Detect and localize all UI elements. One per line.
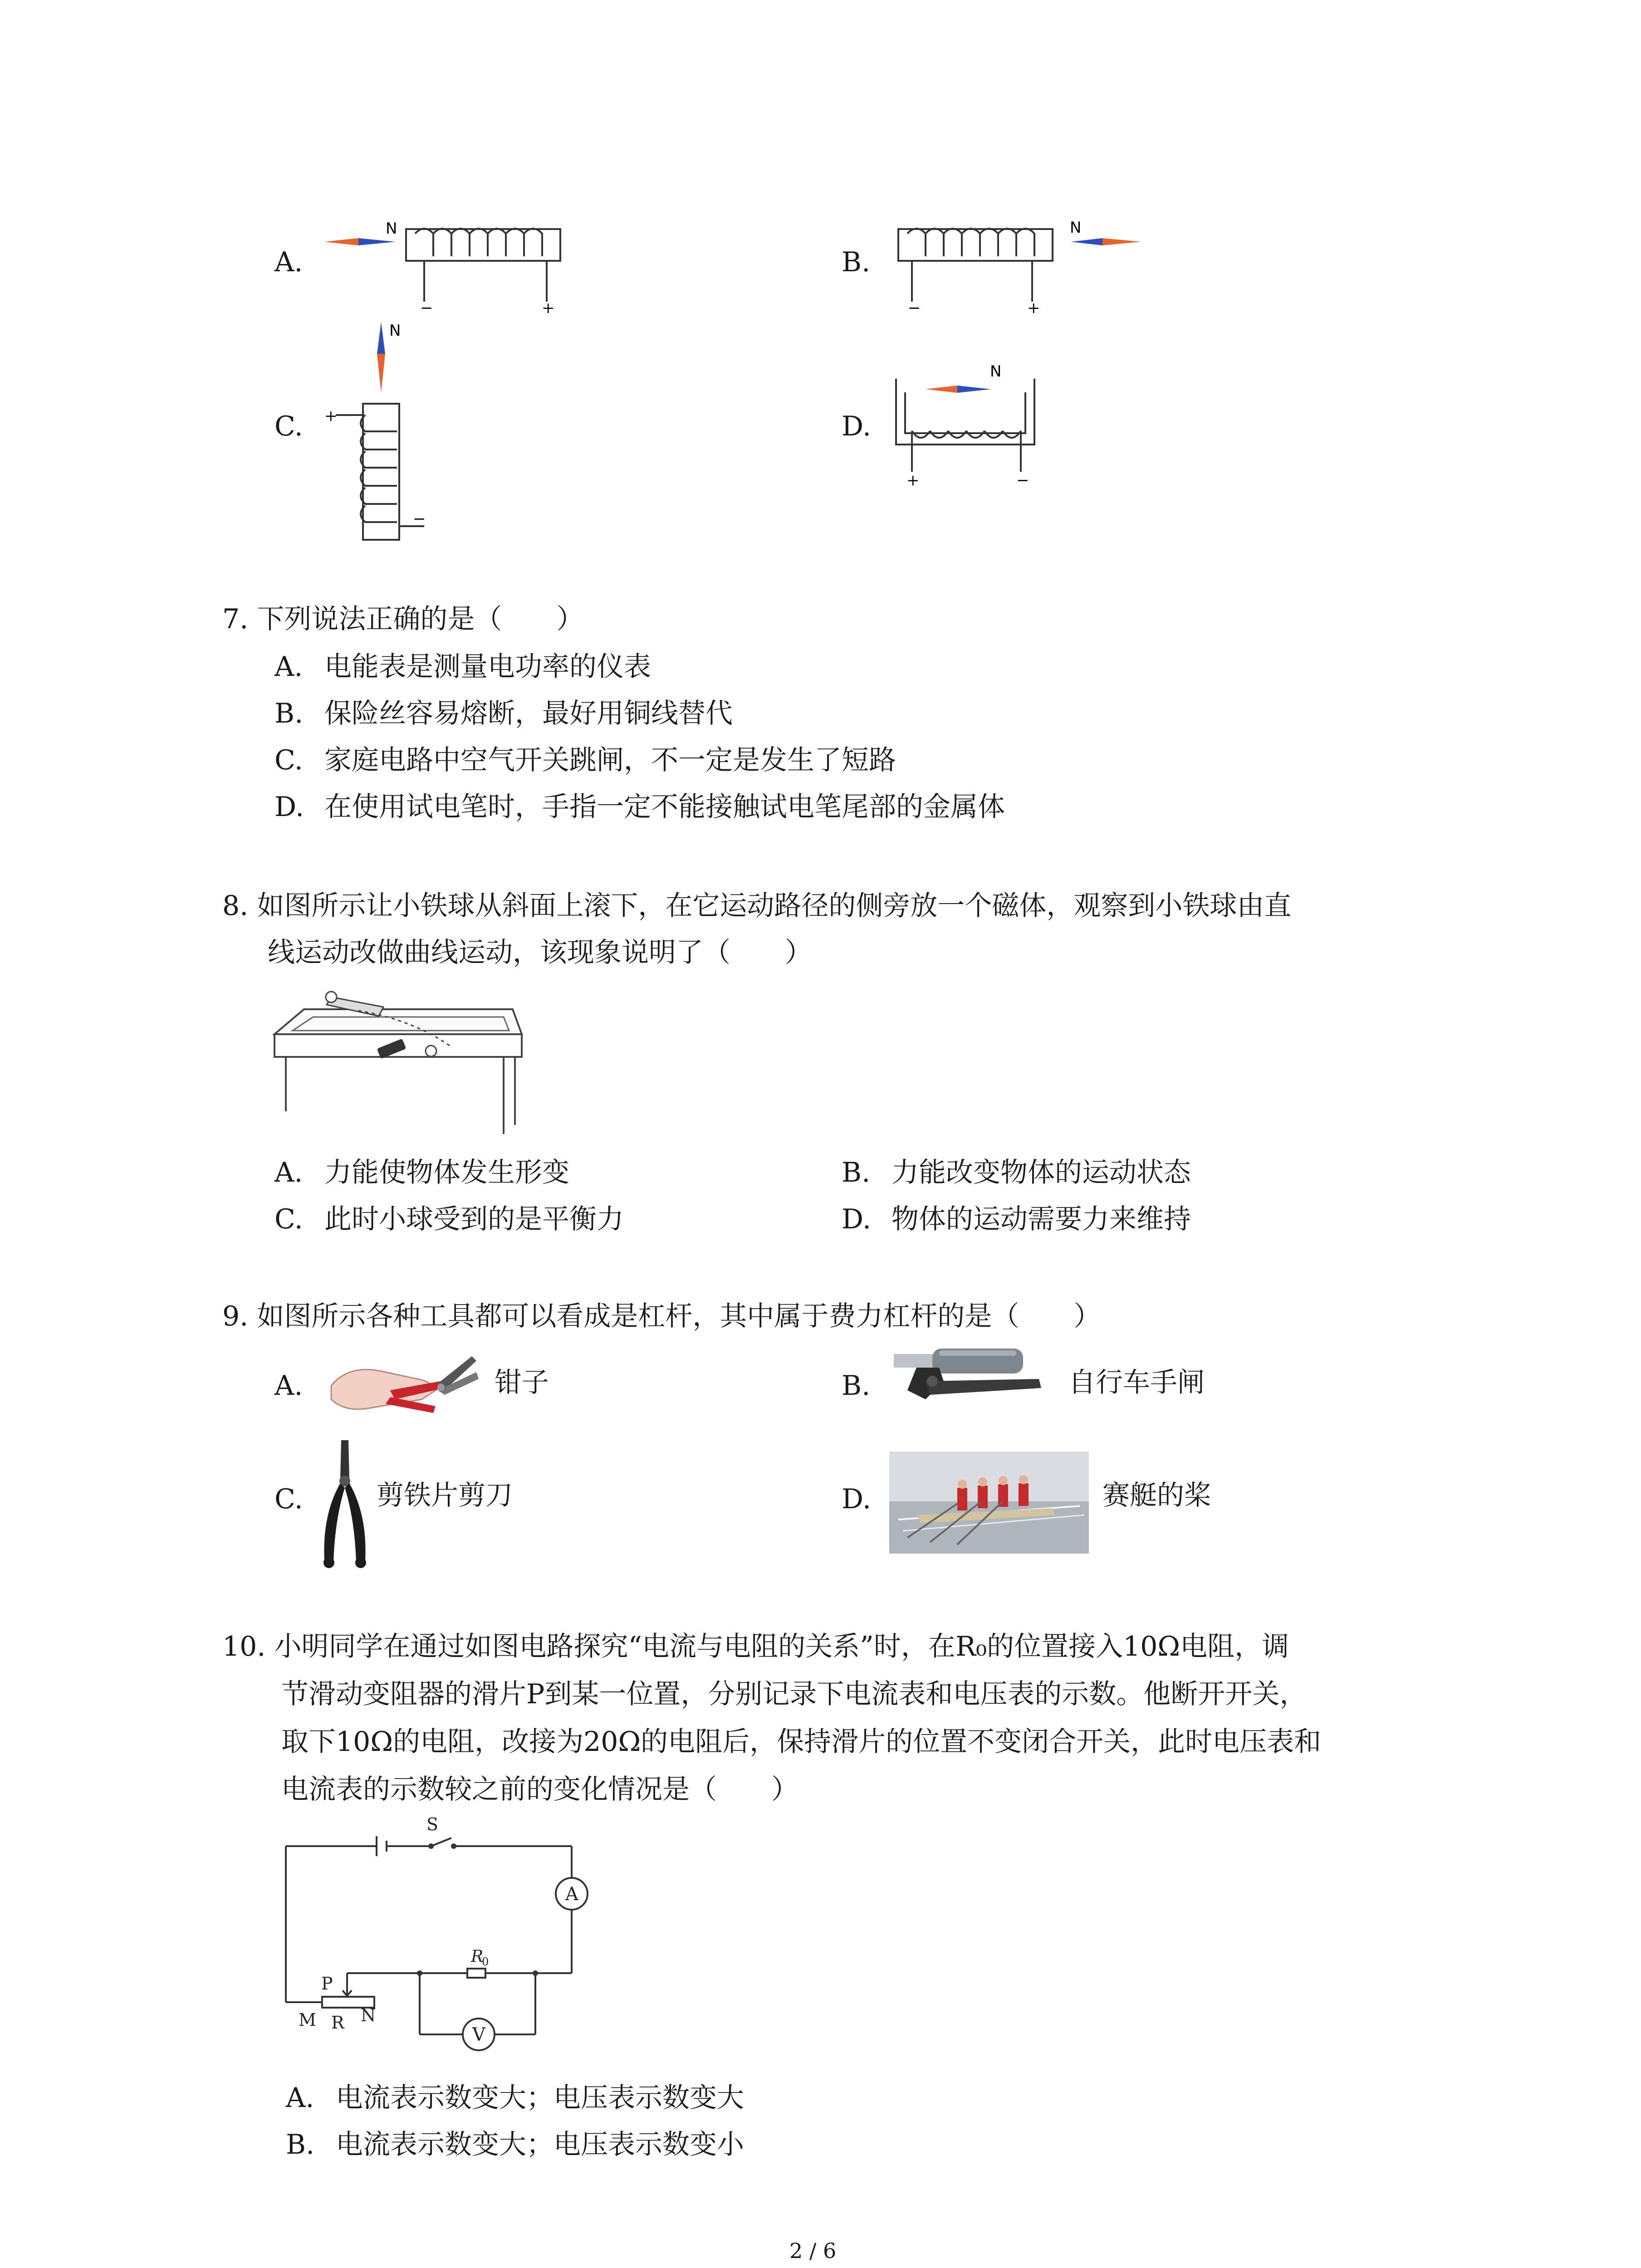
magnet — [377, 1039, 407, 1059]
q7-option-a-text: 电能表是测量电功率的仪表 — [324, 651, 651, 683]
plus-terminal: + — [324, 407, 338, 425]
q10-stem-line4: 电流表的示数较之前的变化情况是（ ） — [281, 1774, 798, 1805]
q9-option-a-letter[interactable]: A. — [274, 1370, 303, 1402]
plus-terminal: + — [1027, 299, 1040, 317]
compass-needle — [926, 386, 991, 393]
q6-figure-d — [885, 358, 1048, 494]
q10-stem-line1: 10. 小明同学在通过如图电路探究“电流与电阻的关系”时，在R₀的位置接入10Ω电阻，调 — [222, 1631, 1289, 1662]
q7-option-d-text: 在使用试电笔时，手指一定不能接触试电笔尾部的金属体 — [324, 791, 1005, 823]
minus-terminal: − — [1016, 471, 1029, 489]
q9-option-c-letter[interactable]: C. — [274, 1483, 303, 1515]
q9-option-a-text: 钳子 — [495, 1367, 549, 1398]
compass-needle — [1071, 238, 1141, 245]
minus-terminal: − — [908, 299, 921, 317]
resistor-r0 — [467, 1969, 485, 1978]
q10-option-b-text: 电流表示数变大；电压表示数变小 — [336, 2129, 744, 2160]
q9-option-c-text: 剪铁片剪刀 — [377, 1480, 513, 1511]
q6-option-b-letter[interactable]: B. — [842, 246, 871, 278]
q7-option-b-letter[interactable]: B. — [274, 698, 304, 729]
pole-label-n: N — [389, 322, 401, 340]
minus-terminal: − — [413, 510, 426, 528]
q8-stem-line2: 线运动改做曲线运动，该现象说明了（ ） — [268, 937, 812, 968]
q6-option-d-letter[interactable]: D. — [842, 411, 872, 442]
q8-option-d-letter[interactable]: D. — [842, 1203, 872, 1235]
q8-option-c-text: 此时小球受到的是平衡力 — [324, 1203, 624, 1235]
q10-stem-line2: 节滑动变阻器的滑片P到某一位置，分别记录下电流表和电压表的示数。他断开开关， — [281, 1678, 1307, 1710]
q10-stem-line3: 取下10Ω的电阻，改接为20Ω的电阻后，保持滑片的位置不变闭合开关，此时电压表和 — [281, 1726, 1322, 1758]
pole-label-n: N — [1070, 219, 1082, 237]
q8-option-b-letter[interactable]: B. — [842, 1157, 871, 1188]
pole-label-n: N — [990, 362, 1002, 381]
q9-option-b-text: 自行车手闸 — [1068, 1367, 1205, 1398]
q6-option-c-letter[interactable]: C. — [274, 411, 303, 442]
q6-figure-b — [889, 215, 1161, 320]
q8-option-d-text: 物体的运动需要力来维持 — [892, 1203, 1191, 1235]
resistor-r0-label: R — [471, 1947, 484, 1966]
q9-option-b-letter[interactable]: B. — [842, 1370, 871, 1402]
pliers-image — [322, 1340, 485, 1431]
q7-option-b-text: 保险丝容易熔断，最好用铜线替代 — [324, 698, 733, 729]
q7-option-a-letter[interactable]: A. — [274, 651, 303, 683]
q10-option-b-letter[interactable]: B. — [286, 2129, 315, 2160]
q7-option-c-letter[interactable]: C. — [274, 744, 303, 776]
page-number: 2 / 6 — [789, 2239, 837, 2263]
q8-option-c-letter[interactable]: C. — [274, 1203, 303, 1235]
q9-option-d-text: 赛艇的桨 — [1102, 1480, 1211, 1511]
rheostat-r-label: R — [331, 2013, 344, 2033]
q7-option-d-letter[interactable]: D. — [274, 791, 304, 823]
q6-figure-a — [318, 215, 572, 320]
rheostat-m-label: M — [299, 2010, 316, 2030]
pole-label-n: N — [386, 220, 397, 238]
q9-option-d-letter[interactable]: D. — [842, 1483, 872, 1515]
q10-circuit-diagram — [268, 1814, 608, 2073]
switch-label: S — [426, 1814, 439, 1834]
q10-option-a-letter[interactable]: A. — [286, 2082, 314, 2114]
q6-option-a-letter[interactable]: A. — [274, 246, 303, 278]
q8-option-b-text: 力能改变物体的运动状态 — [892, 1157, 1191, 1188]
q7-stem: 7. 下列说法正确的是（ ） — [222, 603, 584, 635]
q8-option-a-letter[interactable]: A. — [274, 1157, 303, 1188]
q9-stem: 9. 如图所示各种工具都可以看成是杠杆，其中属于费力杠杆的是（ ） — [222, 1300, 1101, 1332]
resistor-r0-subscript: 0 — [482, 1955, 489, 1968]
q8-figure-ramp-magnet — [268, 975, 531, 1143]
plus-terminal: + — [542, 299, 555, 317]
rheostat-n-label: N — [361, 2005, 376, 2025]
rowing-oar-image — [889, 1452, 1089, 1554]
bicycle-brake-lever-image — [889, 1340, 1053, 1422]
q10-option-a-text: 电流表示数变大；电压表示数变大 — [336, 2082, 744, 2114]
compass-needle — [324, 238, 396, 245]
slider-p-label: P — [321, 1974, 333, 1994]
q8-stem-line1: 8. 如图所示让小铁球从斜面上滚下，在它运动路径的侧旁放一个磁体，观察到小铁球由直 — [222, 890, 1292, 922]
voltmeter-label: V — [472, 2024, 485, 2045]
plus-terminal: + — [906, 471, 920, 489]
q8-option-a-text: 力能使物体发生形变 — [324, 1157, 569, 1188]
compass-needle — [377, 322, 385, 392]
ammeter-label: A — [565, 1884, 578, 1905]
q7-option-c-text: 家庭电路中空气开关跳闸，不一定是发生了短路 — [324, 744, 896, 776]
minus-terminal: − — [420, 299, 433, 317]
iron-ball — [426, 1046, 436, 1056]
tin-snips-image — [318, 1438, 372, 1569]
q6-figure-c — [318, 318, 436, 544]
